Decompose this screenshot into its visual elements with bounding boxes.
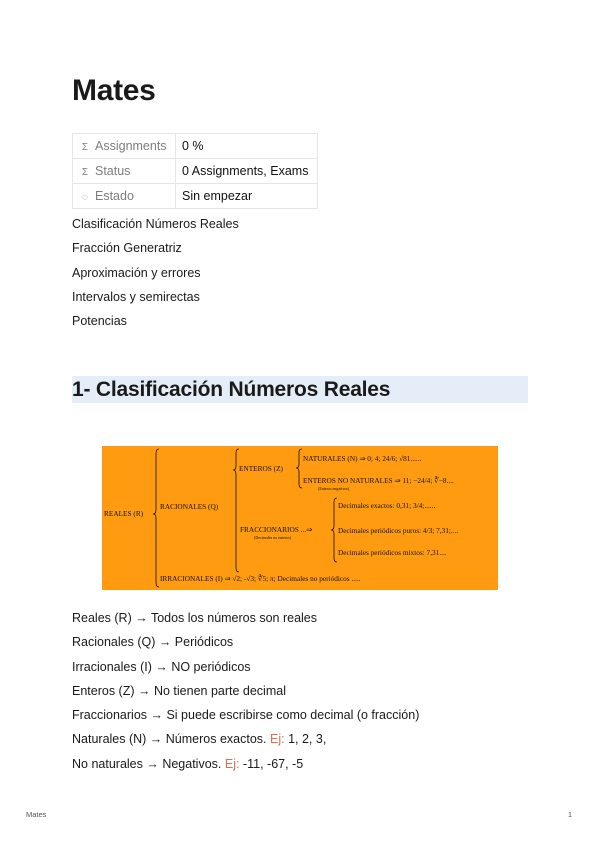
definition-text: Naturales (N) → Números exactos.	[72, 732, 267, 747]
property-row[interactable]	[73, 184, 318, 209]
sigma-icon: Σ	[81, 142, 89, 153]
reales-label: REALES (R)	[104, 509, 144, 518]
toc-link[interactable]: Intervalos y semirectas	[72, 289, 200, 304]
example-tag: Ej:	[270, 732, 285, 747]
toc-link[interactable]: Fracción Generatriz	[72, 241, 182, 256]
example-values: 1, 2, 3,	[288, 732, 327, 747]
enteros-label: ENTEROS (Z)	[239, 464, 283, 473]
periodicos-mixtos-label: Decimales periódicos mixtos: 7,31....	[338, 548, 447, 557]
fraccionarios-note: (Decimales no enteros)	[254, 535, 292, 540]
property-value[interactable]: 0 %	[176, 134, 318, 159]
toc-link[interactable]: Aproximación y errores	[72, 265, 201, 280]
naturales-label: NATURALES (N) ⇒ 0; 4; 24/6; √81......	[303, 454, 422, 463]
page-title: Mates	[72, 74, 156, 107]
definition-line: Racionales (Q) → Periódicos	[72, 635, 234, 650]
definition-line: Reales (R) → Todos los números son reales	[72, 611, 318, 625]
toc-link[interactable]: Potencias	[72, 314, 127, 329]
property-key	[73, 184, 176, 209]
status-icon: ◌	[82, 192, 88, 203]
property-key	[73, 134, 176, 159]
toc-link[interactable]: Clasificación Números Reales	[72, 217, 239, 231]
periodicos-puros-label: Decimales periódicos puros: 4/3; 7,31;....	[338, 526, 459, 535]
no-naturales-note: (Enteros negativos)	[318, 486, 350, 491]
property-row[interactable]	[73, 159, 318, 184]
properties-table	[72, 133, 318, 209]
property-value[interactable]: 0 Assignments, Exams	[176, 159, 318, 184]
definition-line: Fraccionarios → Si puede escribirse como decimal (o fracción)	[72, 708, 420, 723]
property-key	[73, 159, 176, 184]
racionales-label: RACIONALES (Q)	[160, 502, 219, 511]
no-naturales-label: ENTEROS NO NATURALES ⇒ 11; −24/4; ∛−8....	[303, 476, 454, 485]
diagram-braces	[102, 446, 498, 590]
classification-diagram	[102, 446, 498, 590]
section-heading: 1- Clasificación Números Reales	[72, 376, 528, 403]
definition-line	[72, 754, 419, 778]
table-of-contents	[72, 214, 239, 335]
property-label: Estado	[95, 189, 134, 203]
example-values: -11, -67, -5	[242, 756, 304, 771]
definition-text: No naturales → Negativos.	[72, 756, 222, 771]
definitions	[72, 608, 419, 778]
property-value[interactable]: Sin empezar	[176, 184, 318, 209]
fraccionarios-label: FRACCIONARIOS ...⇒	[240, 525, 313, 534]
definition-line: Irracionales (I) → NO periódicos	[72, 659, 251, 674]
definition-line: Enteros (Z) → No tienen parte decimal	[72, 683, 286, 698]
property-label: Assignments	[95, 139, 167, 153]
irracionales-label: IRRACIONALES (I) ⇒ √2; -√3; ∜5; π; Decimales no periódicos .....	[160, 574, 361, 583]
exactos-label: Decimales exactos: 0,31; 3/4;......	[338, 501, 436, 510]
property-row[interactable]	[73, 134, 318, 159]
sigma-icon: Σ	[81, 167, 89, 178]
property-label: Status	[95, 164, 131, 178]
example-tag: Ej:	[224, 756, 240, 771]
footer-title: Mates	[26, 810, 47, 819]
definition-line	[72, 729, 419, 753]
page-number: 1	[567, 810, 572, 819]
